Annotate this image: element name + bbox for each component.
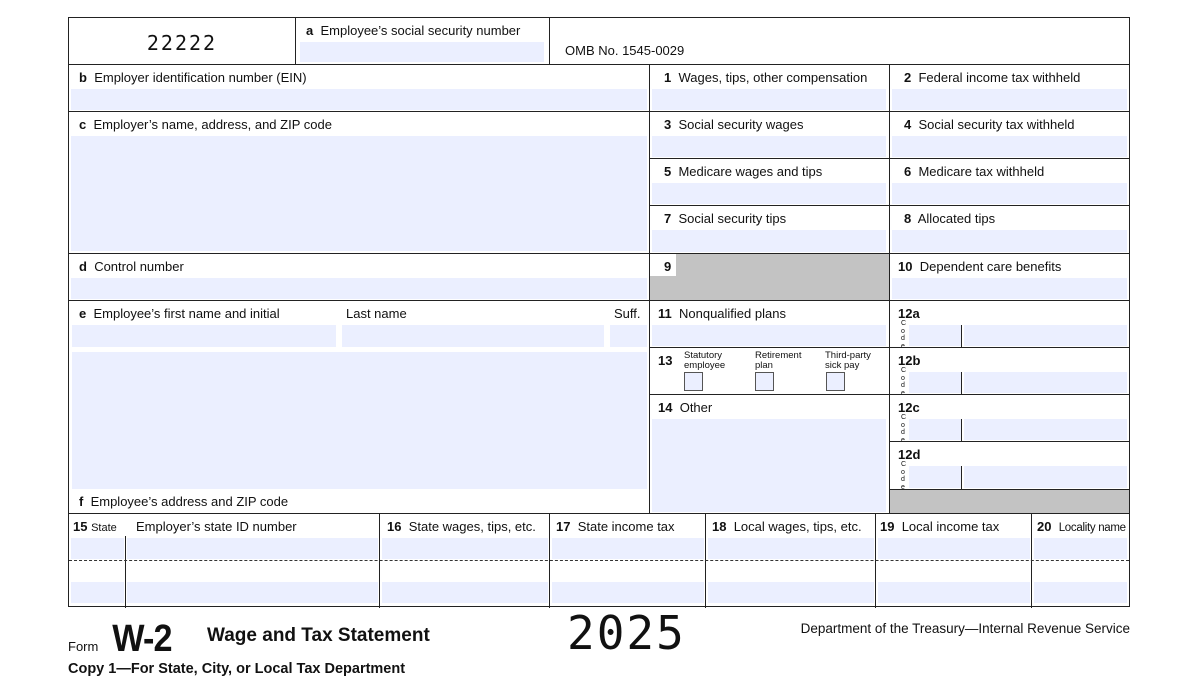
box-18-field-1[interactable] (708, 538, 874, 559)
box-17-field-2[interactable] (552, 582, 704, 603)
suffix-field[interactable] (610, 325, 647, 347)
box-12a-amount-field[interactable] (964, 325, 1127, 346)
suffix-label: Suff. (614, 306, 641, 321)
statutory-employee-label: Statutory employee (684, 350, 726, 371)
box-f-letter: f (79, 494, 84, 509)
box-a-label: Employee’s social security number (320, 23, 521, 38)
box-1[interactable] (650, 65, 890, 112)
state-id-field-2[interactable] (127, 582, 378, 603)
box-c-letter: c (79, 117, 87, 132)
box-5[interactable] (650, 159, 890, 206)
box-e-letter: e (79, 306, 87, 321)
box-12d-number: 12d (898, 447, 921, 462)
box-16-number: 16 (387, 519, 402, 534)
box-15-number: 15 (73, 519, 88, 534)
code-label: C o d e (901, 320, 907, 348)
shaded-area (890, 490, 1129, 514)
box-12b-amount-field[interactable] (964, 372, 1127, 393)
box-13[interactable] (650, 348, 890, 395)
box-2-number: 2 (904, 70, 912, 85)
box-15-id-label: Employer’s state ID number (136, 519, 297, 534)
box-d[interactable] (69, 254, 650, 301)
w2-form (68, 17, 1130, 607)
box-19-field-1[interactable] (878, 538, 1030, 559)
box-2-label: Federal income tax withheld (918, 70, 1081, 85)
box-18-label: Local wages, tips, etc. (733, 519, 862, 534)
box-12a[interactable] (890, 301, 1129, 348)
box-19-label: Local income tax (901, 519, 1000, 534)
box-6-field[interactable] (892, 183, 1127, 204)
employer-address-field[interactable] (71, 136, 647, 251)
retirement-plan-label: Retirement plan (755, 350, 802, 371)
box-5-field[interactable] (652, 183, 886, 204)
first-name-field[interactable] (72, 325, 336, 347)
box-17-label: State income tax (577, 519, 675, 534)
code-label: C o d e (901, 367, 907, 395)
box-b-letter: b (79, 70, 87, 85)
box-8-number: 8 (904, 211, 912, 226)
box-13-number: 13 (658, 353, 673, 368)
box-8[interactable] (890, 206, 1129, 254)
box-9 (650, 254, 890, 301)
control-code-box (69, 18, 296, 65)
box-12c-amount-field[interactable] (964, 419, 1127, 440)
box-3[interactable] (650, 112, 890, 159)
box-10-field[interactable] (892, 278, 1127, 299)
box-8-label: Allocated tips (917, 211, 996, 226)
box-7-number: 7 (664, 211, 672, 226)
department-label: Department of the Treasury—Internal Revenue Service (800, 621, 1130, 636)
state-code-field-1[interactable] (71, 538, 124, 559)
box-19[interactable] (876, 514, 1032, 608)
box-d-label: Control number (94, 259, 184, 274)
ein-field[interactable] (71, 89, 647, 110)
box-14-number: 14 (658, 400, 673, 415)
box-11[interactable] (650, 301, 890, 348)
box-20[interactable] (1032, 514, 1129, 608)
box-b[interactable] (69, 65, 650, 112)
box-9-shaded (676, 254, 890, 301)
box-14-field[interactable] (652, 419, 886, 512)
box-c[interactable] (69, 112, 650, 254)
box-10[interactable] (890, 254, 1129, 301)
state-id-field-1[interactable] (127, 538, 378, 559)
state-row-divider (69, 560, 1129, 561)
box-10-number: 10 (898, 259, 913, 274)
box-d-letter: d (79, 259, 87, 274)
box-18[interactable] (706, 514, 876, 608)
box-3-label: Social security wages (678, 117, 804, 132)
form-title: Wage and Tax Statement (207, 625, 430, 646)
box-6-number: 6 (904, 164, 912, 179)
copy-label: Copy 1—For State, City, or Local Tax Department (68, 661, 406, 677)
box-19-number: 19 (880, 519, 895, 534)
box-3-number: 3 (664, 117, 672, 132)
box-6-label: Medicare tax withheld (918, 164, 1045, 179)
box-12b[interactable] (890, 348, 1129, 395)
box-7[interactable] (650, 206, 890, 254)
box-7-label: Social security tips (678, 211, 787, 226)
omb-box (550, 18, 1129, 65)
box-16[interactable] (380, 514, 550, 608)
tax-year: 2025 (567, 606, 686, 660)
box-12c[interactable] (890, 395, 1129, 442)
box-14-label: Other (679, 400, 713, 415)
box-12d-amount-field[interactable] (964, 466, 1127, 488)
box-15[interactable] (69, 514, 380, 608)
box-7-field[interactable] (652, 230, 886, 252)
box-20-number: 20 (1037, 519, 1052, 534)
box-20-label: Locality name (1058, 522, 1126, 534)
box-1-label: Wages, tips, other compensation (678, 70, 868, 85)
box-18-field-2[interactable] (708, 582, 874, 603)
box-12c-code-field[interactable] (909, 419, 961, 440)
box-12a-number: 12a (898, 306, 920, 321)
box-16-field-2[interactable] (382, 582, 548, 603)
box-16-field-1[interactable] (382, 538, 548, 559)
box-8-field[interactable] (892, 230, 1127, 252)
last-name-field[interactable] (342, 325, 604, 347)
box-4-label: Social security tax withheld (918, 117, 1075, 132)
control-code: 22222 (146, 31, 218, 55)
box-17[interactable] (550, 514, 706, 608)
statutory-employee-checkbox[interactable] (684, 372, 703, 391)
control-number-field[interactable] (71, 278, 647, 299)
box-12c-number: 12c (898, 400, 920, 415)
box-b-label: Employer identification number (EIN) (94, 70, 307, 85)
box-5-number: 5 (664, 164, 672, 179)
box-1-number: 1 (664, 70, 672, 85)
box-2-field[interactable] (892, 89, 1127, 110)
box-12a-code-field[interactable] (909, 325, 961, 346)
box-14[interactable] (650, 395, 890, 514)
box-20-field-2[interactable] (1034, 582, 1127, 603)
box-4[interactable] (890, 112, 1129, 159)
box-c-label: Employer’s name, address, and ZIP code (93, 117, 332, 132)
box-1-field[interactable] (652, 89, 886, 110)
box-18-number: 18 (712, 519, 727, 534)
box-12d[interactable] (890, 442, 1129, 490)
box-a[interactable] (296, 18, 550, 65)
code-label: C o d e (901, 461, 907, 490)
box-15-state-label: State (91, 522, 117, 534)
retirement-plan-checkbox[interactable] (755, 372, 774, 391)
box-4-number: 4 (904, 117, 912, 132)
omb-number: OMB No. 1545-0029 (565, 43, 685, 58)
box-6[interactable] (890, 159, 1129, 206)
state-code-field-2[interactable] (71, 582, 124, 603)
box-12b-code-field[interactable] (909, 372, 961, 393)
last-name-label: Last name (346, 306, 407, 321)
box-10-label: Dependent care benefits (919, 259, 1062, 274)
form-name: W-2 (112, 618, 172, 660)
box-a-letter: a (306, 23, 314, 38)
code-label: C o d e (901, 414, 907, 442)
box-20-field-1[interactable] (1034, 538, 1127, 559)
box-5-label: Medicare wages and tips (678, 164, 823, 179)
box-3-field[interactable] (652, 136, 886, 157)
third-party-sick-pay-label: Third-party sick pay (825, 350, 871, 371)
box-11-number: 11 (658, 306, 672, 321)
box-11-label: Nonqualified plans (678, 306, 786, 321)
box-12b-number: 12b (898, 353, 921, 368)
form-id (68, 618, 175, 661)
ssn-field[interactable] (300, 42, 544, 62)
box-4-field[interactable] (892, 136, 1127, 157)
box-9-number: 9 (664, 259, 672, 274)
box-12d-code-field[interactable] (909, 466, 961, 488)
box-17-number: 17 (556, 519, 571, 534)
box-11-field[interactable] (652, 325, 886, 346)
box-e-label: Employee’s first name and initial (93, 306, 280, 321)
box-19-field-2[interactable] (878, 582, 1030, 603)
box-17-field-1[interactable] (552, 538, 704, 559)
employee-address-field[interactable] (72, 352, 647, 489)
third-party-sick-pay-checkbox[interactable] (826, 372, 845, 391)
box-e-f[interactable] (69, 301, 650, 514)
box-2[interactable] (890, 65, 1129, 112)
box-16-label: State wages, tips, etc. (408, 519, 536, 534)
form-word: Form (68, 639, 99, 654)
box-f-label: Employee’s address and ZIP code (90, 494, 289, 509)
